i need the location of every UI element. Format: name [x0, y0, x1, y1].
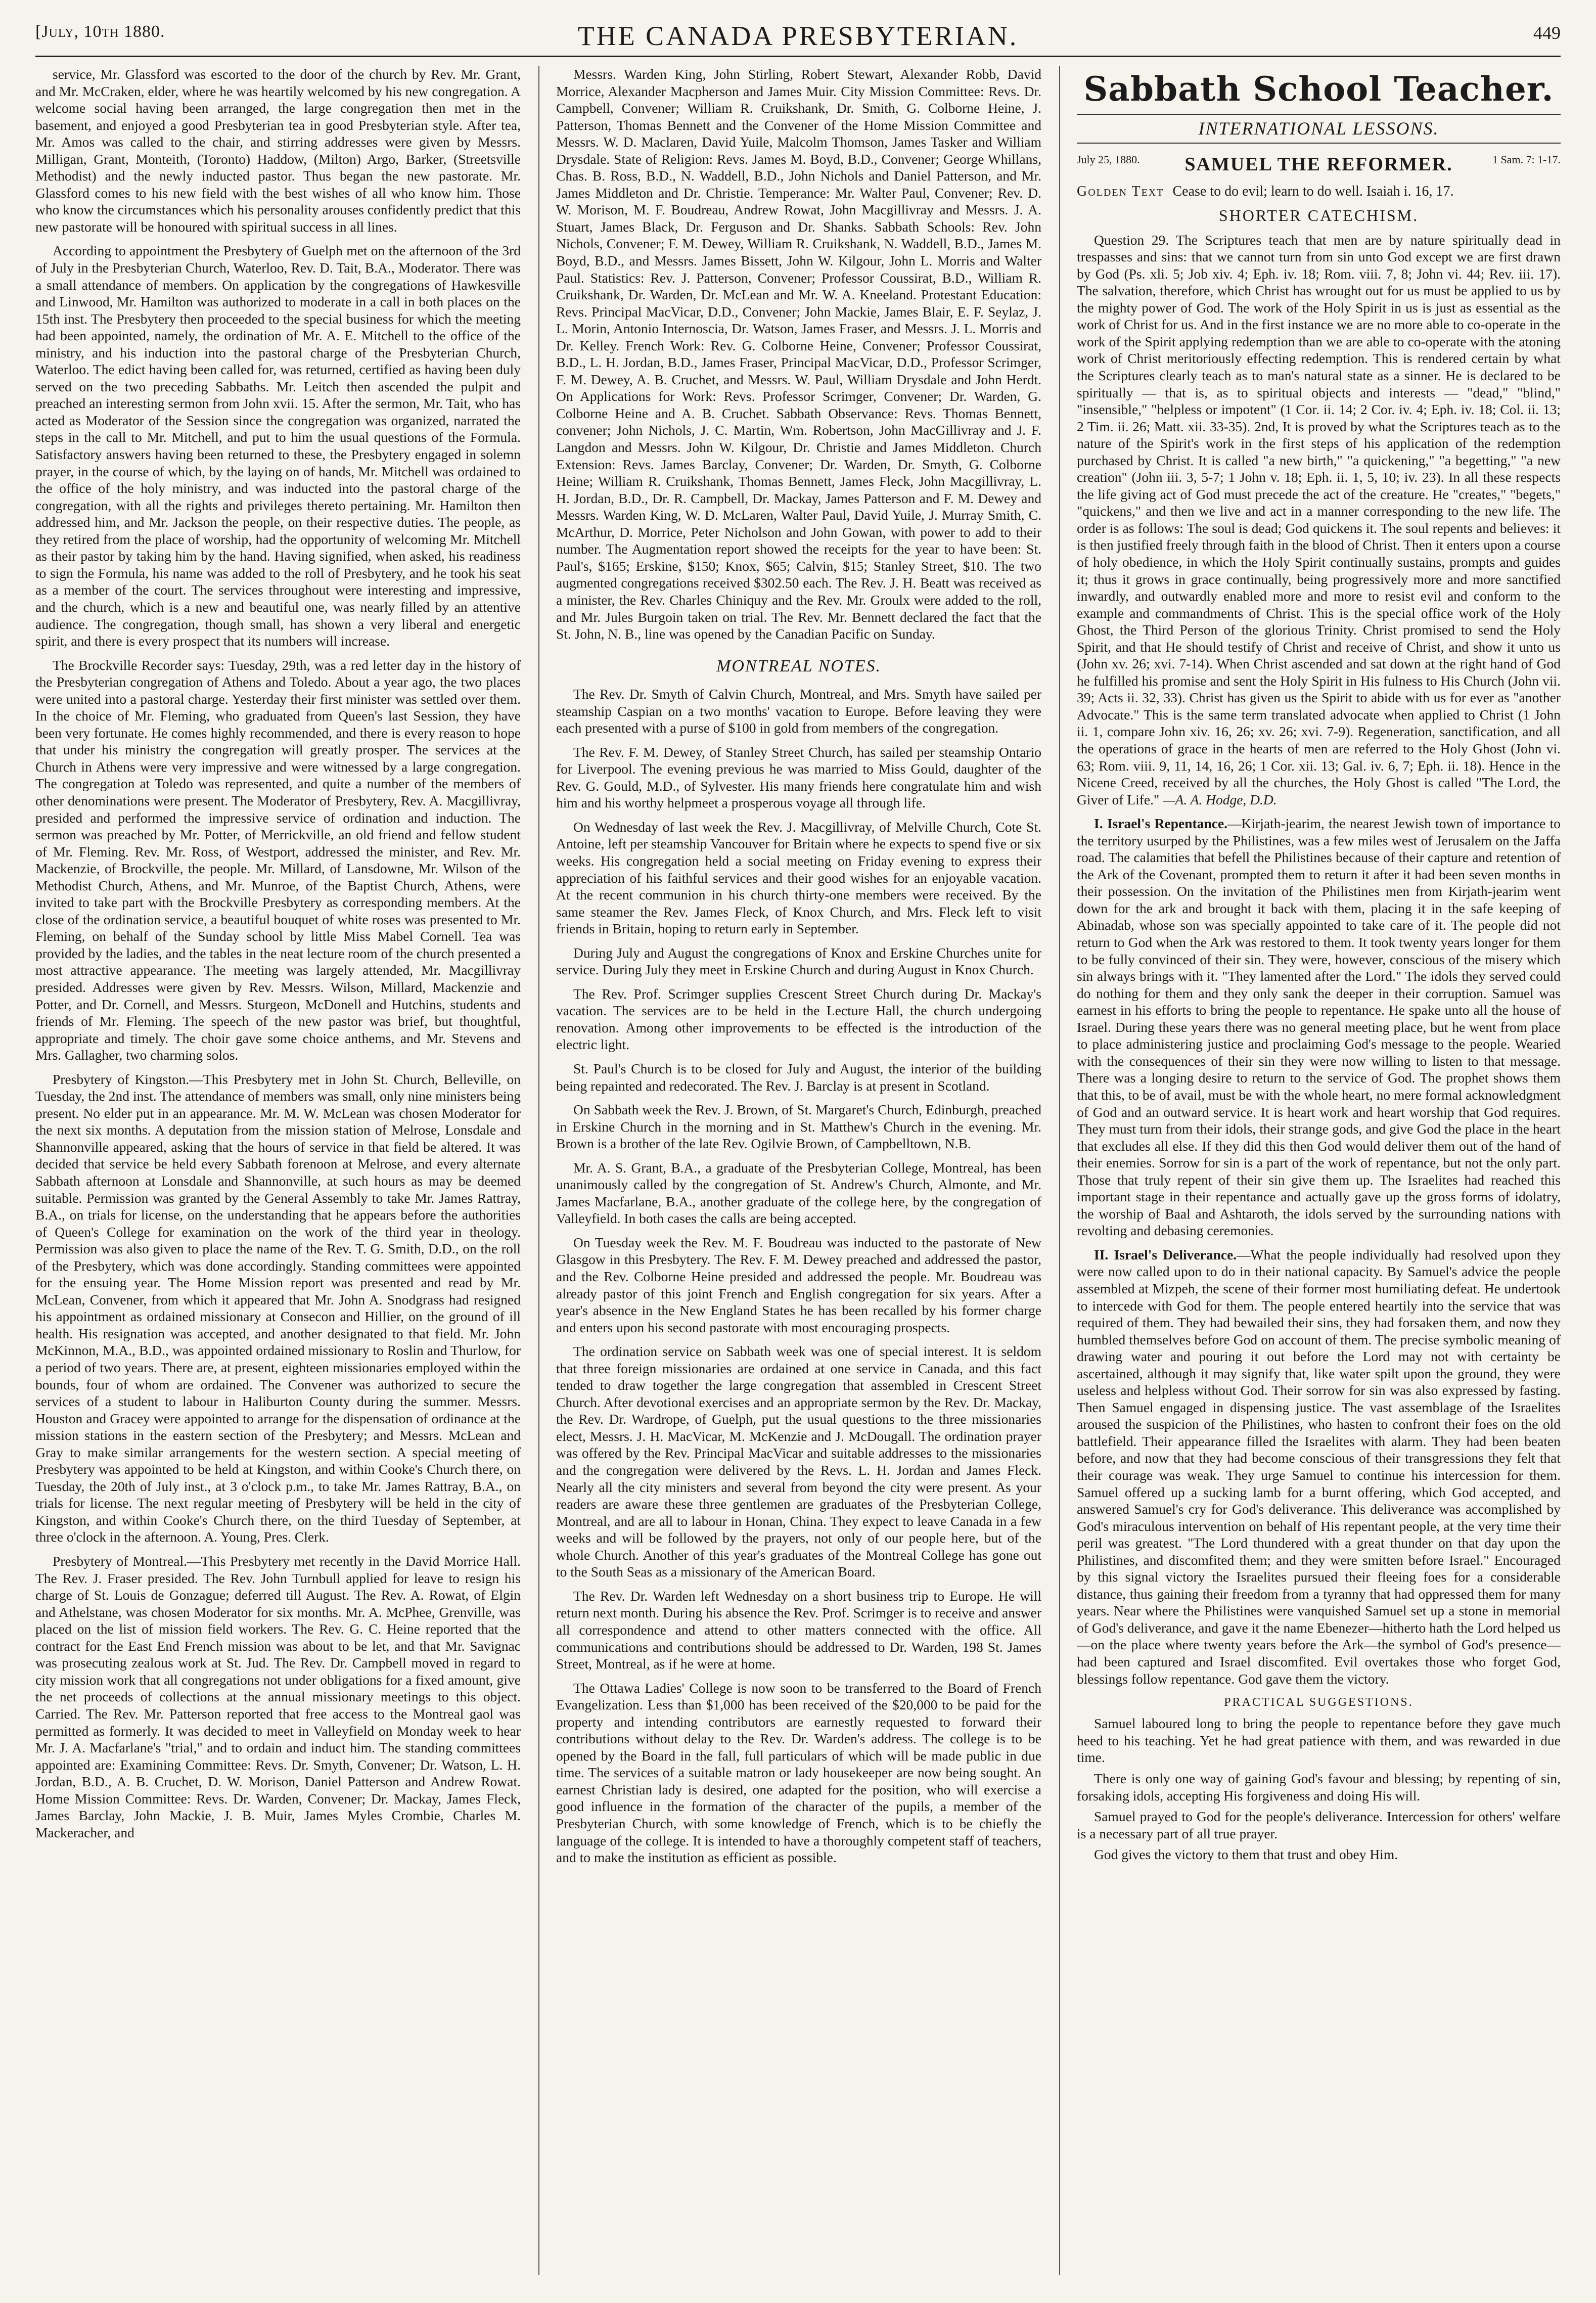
paragraph: On Wednesday of last week the Rev. J. Macgillivray, of Melville Church, Cote St. Antoine, left per steamship Vancouver for Britain where he expects to spend five or six weeks. His congregation held a social meeting on Friday evening to express their appreciation of his faithful services and their good wishes for an enjoyable vacation. At the recent communion in his church thirty-one members were received. By the same steamer the Rev. James Fleck, of Knox Church, and Mrs. Fleck left to visit friends in Britain, hoping to return early in September. — [556, 819, 1041, 937]
paragraph: service, Mr. Glassford was escorted to the door of the church by Rev. Mr. Grant, and Mr. McCraken, elder, where he was heartily welcomed by his new congregation. A welcome social having been arranged, the large congregation then met in the basement, and enjoyed a good Presbyterian tea in good Presbyterian style. After tea, Mr. Amos was called to the chair, and stirring addresses were given by Messrs. Milligan, Grant, Monteith, (Toronto) Haddow, (Milton) Argo, Barker, (Streetsville Methodist) and the newly inducted pastor. Thus began the new pastorate. Mr. Glassford comes to his new field with the best wishes of all who know him. Those who know the circumstances which his personality arouses confidently predict that this new pastorate will be honoured with spiritual success in all lines. — [35, 66, 521, 235]
newspaper-title: THE CANADA PRESBYTERIAN. — [577, 21, 1019, 51]
golden-text — [1077, 183, 1561, 200]
catechism-text — [1077, 232, 1561, 808]
catechism-body: Question 29. The Scriptures teach that men are by nature spiritually dead in trespasses and sins: that we cannot turn from sin unto God except we are first drawn by God (Ps. xli. 5; Job xiv. 4; Eph. iv. 18; Rom. viii. 7, 8; John vi. 44; Rev. iii. 17). The salvation, therefore, which Christ has wrought out for us must be applied to us by the mighty power of God. The work of the Holy Spirit in us is just as essential as the work of Christ for us. And in the first instance we are no more able to co-operate in the work of the Spirit applying redemption than we are able to co-operate with the atoning work of Christ meritoriously effecting redemption. This is rendered certain by what the Scriptures clearly teach as to man's natural state as a sinner. He is declared to be spiritually — that is, as to spiritual objects and interests — "dead," "blind," "insensible," "helpless or impotent" (1 Cor. ii. 14; 2 Cor. iv. 4; Eph. iv. 18; Col. ii. 13; 2 Tim. ii. 26; Matt. xii. 33-35). 2nd, It is proved by what the Scriptures teach as to the nature of the Spirit's work in the first steps of his application of the redemption purchased by Christ. It is called "a new birth," "a quickening," "a begetting," "a new creation" (John iii. 3, 5-7; 1 John v. 18; Eph. ii. 1, 5, 10; iv. 23). In all these respects the life giving act of God must precede the act of the creature. He "creates," "begets," "quickens," and then we live and act in a manner corresponding to the new life. The order is as follows: The soul is dead; God quickens it. The soul repents and believes: it is then justified freely through faith in the blood of Christ. Then it enters upon a course of holy obedience, in which the Holy Spirit continually sustains, prompts and guides it; thus it grows in grace continually, being progressively more and more sanctified inwardly, and outwardly enabled more and more to resist evil and conform to the example and commandments of Christ. This is the special office work of the Holy Ghost, the Third Person of the glorious Trinity. Christ promised to send the Holy Spirit, and that He should testify of Christ and receive of Christ, and show it unto us (John xv. 26; xvi. 7-14). When Christ ascended and sat down at the right hand of God he fulfilled his promise and sent the Holy Spirit in His fulness to His Church (John vii. 39; Acts ii. 32, 33). Christ has given us the Spirit to abide with us for ever as "another Advocate." This is the same term translated advocate when applied to Christ (1 John ii. 1, compare John xiv. 16, 26; xv. 26; xvi. 7-9). Regeneration, sanctification, and all the operations of grace in the hearts of men are referred to the Holy Ghost (John vi. 63; Rom. viii. 9, 11, 14, 16, 26; 1 Cor. xii. 13; Gal. iv. 6, 7; Eph. ii. 18). Hence in the Nicene Creed, received by all the churches, the Holy Ghost is called "The Lord, the Giver of Life." — [1077, 232, 1561, 807]
paragraph: The Rev. Prof. Scrimger supplies Crescent Street Church during Dr. Mackay's vacation. The services are to be held in the Lecture Hall, the church undergoing renovation. Among other improvements to be effected is the introduction of the electric light. — [556, 985, 1041, 1053]
paragraph: Mr. A. S. Grant, B.A., a graduate of the Presbyterian College, Montreal, has been unanimously called by the congregation of St. Andrew's Church, Almonte, and Mr. James Macfarlane, B.A., another graduate of the college here, by the congregation of Valleyfield. In both cases the calls are being accepted. — [556, 1159, 1041, 1227]
paragraph: Presbytery of Kingston.—This Presbytery met in John St. Church, Belleville, on Tuesday, the 2nd inst. The attendance of members was small, only nine ministers being present. No elder put in an appearance. Mr. M. W. McLean was chosen Moderator for the next six months. A deputation from the mission station of Melrose, Lonsdale and Shannonville appeared, asking that the hours of service in that field be altered. It was decided that service be held every Sabbath forenoon at Melrose, and every alternate Sabbath afternoon at Lonsdale and Shannonville, at such hours as may be deemed suitable. Permission was granted by the General Assembly to take Mr. James Rattray, B.A., on trials for license, on the understanding that he appears before the authorities of Queen's College for examination on the work of the third year in theology. Permission was also given to place the name of the Rev. T. G. Smith, D.D., on the roll of the Presbytery, which was done accordingly. Standing committees were appointed for the ensuing year. The Home Mission report was presented and read by Mr. McLean, Convener, from which it appeared that Mr. John A. Snodgrass had resigned his appointment as ordained missionary at Consecon and Hillier, on the ground of ill health. His resignation was accepted, and another designated to that field. Mr. John McKinnon, M.A., B.D., was appointed ordained missionary to Roslin and Thurlow, for a period of two years. There are, at present, eighteen missionaries employed within the bounds, four of whom are ordained. The Convener was authorized to secure the services of a student to labour in Haliburton County during the summer. Messrs. Houston and Gracey were appointed to arrange for the dispensation of ordinance at the mission stations in the eastern section of the Presbytery; and Messrs. McLean and Gray to make similar arrangements for the western section. A special meeting of Presbytery was appointed to be held at Kingston, and within Cooke's Church there, on Tuesday, the 20th of July inst., at 3 o'clock p.m., to take Mr. James Rattray, B.A., on trials for license. The next regular meeting of Presbytery will be held in the city of Kingston, and within Cooke's Church there, on the third Tuesday of September, at three o'clock in the afternoon. A. Young, Pres. Clerk. — [35, 1071, 521, 1545]
paragraph: According to appointment the Presbytery of Guelph met on the afternoon of the 3rd of July in the Presbyterian Church, Waterloo, Rev. D. Tait, B.A., Moderator. There was a small attendance of members. On application by the congregations of Hawkesville and Linwood, Mr. Hamilton was authorized to moderate in a call in both places on the 15th inst. The Presbytery then proceeded to the special business for which the meeting had been appointed, namely, the ordination of Mr. A. E. Mitchell to the office of the ministry, and his induction into the pastoral charge of the Presbyterian Church, Waterloo. The edict having been called for, was returned, certified as having been duly served on the two preceding Sabbaths. Mr. Leitch then ascended the pulpit and preached an interesting sermon from John xvii. 15. After the sermon, Mr. Tait, who has acted as Moderator of the Session since the congregation was organized, narrated the steps in the call to Mr. Mitchell, and put to him the usual questions of the Formula. Satisfactory answers having been returned to these, the Presbytery engaged in solemn prayer, in the course of which, by the laying on of hands, Mr. Mitchell was ordained to the office of the holy ministry, and was inducted into the pastoral charge of the congregation, with all the rights and privileges thereto pertaining. Mr. Hamilton then addressed him, and Mr. Jackson the people, on their respective duties. The people, as they retired from the place of worship, had the opportunity of welcoming Mr. Mitchell as their pastor by taking him by the hand. Having signified, when asked, his readiness to sign the Formula, his name was added to the roll of Presbytery, and he took his seat as a member of the court. The services throughout were interesting and impressive, and the church, which is a new and beautiful one, was nearly filled by an attentive audience. The congregation, though small, has shown a very liberal and energetic spirit, and there is every prospect that its numbers will increase. — [35, 243, 521, 649]
lesson-date: July 25, 1880. — [1077, 153, 1140, 166]
paragraph: The Rev. Dr. Smyth of Calvin Church, Montreal, and Mrs. Smyth have sailed per steamship Caspian on a two months' vacation to Europe. Before leaving they were each presented with a purse of $100 in gold from members of the congregation. — [556, 686, 1041, 736]
suggestion: God gives the victory to them that trust and obey Him. — [1094, 1846, 1398, 1863]
columns — [35, 66, 1561, 2275]
paragraph: On Tuesday week the Rev. M. F. Boudreau was inducted to the pastorate of New Glasgow in this Presbytery. The Rev. F. M. Dewey preached and addressed the pastor, and the Rev. Colborne Heine presided and addressed the people. Mr. Boudreau was already pastor of this joint French and English congregation for six years. After a year's absence in the New England States he has been recalled by his former charge and enters upon his second pastorate with most encouraging prospects. — [556, 1234, 1041, 1335]
lesson-reference: 1 Sam. 7: 1-17. — [1492, 153, 1561, 166]
paragraph: Presbytery of Montreal.—This Presbytery met recently in the David Morrice Hall. The Rev. J. Fraser presided. The Rev. John Turnbull applied for leave to resign his charge of St. Louis de Gonzague; deferred till August. The Rev. A. Rowat, of Elgin and Athelstane, was chosen Moderator for six months. Mr. A. McPhee, Grenville, was placed on the list of mission field workers. The Rev. G. C. Heine reported that the contract for the East End French mission was about to be let, and that Mr. Savignac was prosecuting zealous work at St. Jud. The Rev. Dr. Campbell moved in regard to city mission work that all congregations not under obligations for a fixed amount, give the net proceeds of collections at the annual missionary meetings to this object. Carried. The Rev. Mr. Patterson reported that free access to the Montreal gaol was permitted as formerly. It was decided to meet in Valleyfield on Monday week to hear Mr. J. A. Macfarlane's "trial," and to ordain and induct him. The standing committees appointed are: Examining Committee: Revs. Dr. Smyth, Convener; Dr. Watson, L. H. Jordan, B.D., A. B. Cruchet, D. W. Morison, Daniel Patterson and Andrew Rowat. Home Mission Committee: Revs. Dr. Warden, Convener; Dr. Mackay, James Fleck, James Barclay, John Mackie, J. B. Muir, James Myles Crombie, Charles M. Mackeracher, and — [35, 1553, 521, 1840]
column-1 — [35, 66, 521, 2275]
point-2-title: II. Israel's Deliverance. — [1094, 1246, 1237, 1262]
lesson-title: SAMUEL THE REFORMER. — [1184, 154, 1453, 175]
paragraph: During July and August the congregations of Knox and Erskine Churches unite for service. During July they meet in Erskine Church and during August in Knox Church. — [556, 944, 1041, 978]
practical-suggestions-heading: PRACTICAL SUGGESTIONS. — [1224, 1696, 1413, 1709]
point-1-title: I. Israel's Repentance. — [1094, 816, 1228, 832]
paragraph: The Rev. F. M. Dewey, of Stanley Street Church, has sailed per steamship Ontario for Liverpool. The evening previous he was married to Miss Gould, daughter of the Rev. G. Gould, M.D., of Sylvester. His many friends here congratulate him and wish him and his worthy helpmeet a prosperous voyage all through life. — [556, 744, 1041, 811]
point-1-text: —Kirjath-jearim, the nearest Jewish town of importance to the territory usurped by the Philistines, was a few miles west of Jerusalem on the Jaffa road. The calamities that befell the Philistines because of their capture and retention of the Ark of the Covenant, prompted them to return it after it had been seven months in their possession. On the invitation of the Philistines men from Kirjath-jearim went down for the ark and brought it back with them, placing it in the safe keeping of Abinadab, whose son was specially appointed to take care of it. The people did not return to God when the Ark was restored to them. It took twenty years longer for them to be fully convinced of their sin. They were, however, conscious of the misery which sin always brings with it. "They lamented after the Lord." The idols they served could do nothing for them and they only sank the deeper in their corruption. Samuel was earnest in his efforts to bring the people to repentance. He spake unto all the house of Israel. During these years there was no general meeting place, but he went from place to place administering justice and proclaiming God's message to the people. Wearied with the consequences of their sin they were now willing to listen to that message. There was a longing desire to return to the service of God. The prophet shows them that this, to be of avail, must be with the whole heart, no mere formal acknowledgment of God and an outward service. It is heart work and heart worship that God requires. They must turn from their idols, their strange gods, and give God the place in the heart that excludes all else. If they did this then God would deliver them out of the hand of their enemies. Sorrow for sin is a part of the work of repentance, but not the only part. Those that truly repent of their sin give them up. The Israelites had reached this important stage in their repentance and actually gave up the gross forms of idolatry, the worship of Baal and Ashtaroth, the idols served by the surrounding nations with revolting and debasing ceremonies. — [1077, 816, 1561, 1239]
lesson-point-2 — [1077, 1246, 1561, 1687]
paragraph: The Rev. Dr. Warden left Wednesday on a short business trip to Europe. He will return next month. During his absence the Rev. Prof. Scrimger is to receive and answer all correspondence and attend to other matters connected with the office. All communications and contributions should be addressed to Dr. Warden, 198 St. James Street, Montreal, as if he were at home. — [556, 1588, 1041, 1672]
lesson-point-1 — [1077, 815, 1561, 1239]
section-title: Sabbath School Teacher. — [1083, 69, 1554, 109]
suggestion: Samuel prayed to God for the people's deliverance. Intercession for others' welfare is a necessary part of all true prayer. — [1077, 1809, 1561, 1841]
paragraph: Messrs. Warden King, John Stirling, Robert Stewart, Alexander Robb, David Morrice, Alexander Macpherson and James Muir. City Mission Committee: Revs. Dr. Campbell, Convener; William R. Cruikshank, Dr. Smith, G. Colborne Heine, J. Patterson, Thomas Bennett and the Convener of the Home Mission Committee and Messrs. W. D. Maclaren, David Yuile, Malcolm Thomson, James Tasker and William Drysdale. State of Religion: Revs. James M. Boyd, B.D., Convener; George Whillans, Chas. B. Ross, B.D., N. Waddell, B.D., John Nichols and Daniel Patterson, and Mr. James Middleton and Dr. Christie. Temperance: Mr. Walter Paul, Convener; Rev. D. W. Morison, M. F. Boudreau, Andrew Rowat, John Macgillivray and Messrs. J. A. Stuart, James Black, Dr. Ferguson and Dr. Shanks. Sabbath Schools: Rev. John Nichols, Convener; F. M. Dewey, William R. Cruikshank, N. Waddell, B.D., James M. Boyd, B.D., and Messrs. James Bissett, John W. Kilgour, John L. Morris and Walter Paul. Statistics: Rev. J. Patterson, Convener; Professor Coussirat, B.D., William R. Cruikshank, Dr. Warden, Dr. McLean and Mr. W. A. Kneeland. Protestant Education: Revs. Principal MacVicar, D.D., Convener; John Mackie, James Blair, E. F. Seylaz, J. L. Morin, Antonio Internoscia, Dr. Watson, James Fraser, and Messrs. J. L. Morris and Dr. Kelley. French Work: Rev. G. Colborne Heine, Convener; Professor Coussirat, B.D., L. H. Jordan, B.D., James Fraser, Principal MacVicar, D.D., Professor Scrimger, F. M. Dewey, A. B. Cruchet, and Messrs. W. Paul, William Drysdale and John Herdt. On Applications for Work: Revs. Professor Scrimger, Convener; Dr. Warden, G. Colborne Heine and A. B. Cruchet. Sabbath Observance: Revs. Thomas Bennett, convener; John Nichols, J. C. Martin, Wm. Robertson, John MacGillivray and J. F. Langdon and Messrs. John W. Kilgour, Dr. Christie and James Middleton. Church Extension: Revs. James Barclay, Convener; Dr. Warden, Dr. Smyth, G. Colborne Heine; William R. Cruikshank, Thomas Bennett, James Fleck, John Macgillivray, L. H. Jordan, B.D., Dr. R. Campbell, Dr. Mackay, James Patterson and F. M. Dewey and Messrs. Warden King, W. D. McLaren, Walter Paul, David Yuile, J. Murray Smith, C. McArthur, D. Morrice, Peter Nicholson and John Gowan, with power to add to their number. The Augmentation report showed the receipts for the year to have been: St. Paul's, $165; Erskine, $150; Knox, $65; Calvin, $15; Stanley Street, $10. The two augmented congregations received $302.50 each. The Rev. J. H. Beatt was received as a minister, the Rev. Charles Chiniquy and the Rev. Mr. Groulx were added to the roll, and Mr. Jules Burgoin taken on trial. The Rev. Mr. Bennett declared the fact that the St. John, N. B., line was opened by the Canadian Pacific on Sunday. — [556, 66, 1041, 642]
paragraph: The Ottawa Ladies' College is now soon to be transferred to the Board of French Evangelization. Less than $1,000 has been received of the $20,000 to be paid for the property and intending contributors are earnestly requested to forward their contributions without delay to the Rev. Dr. Warden's address. The college is to be opened by the Board in the fall, full particulars of which will be made public in due time. The services of a suitable matron or lady housekeeper are now being sought. An earnest Christian lady is desired, one adapted for the position, who will exercise a good influence in the formation of the character of the pupils, a member of the Presbyterian Church, with some knowledge of French, which is to be chiefly the language of the college. It is intended to have a thoroughly competent staff of teachers, and to make the institution as efficient as possible. — [556, 1680, 1041, 1866]
section-subtitle: INTERNATIONAL LESSONS. — [1077, 114, 1561, 144]
montreal-notes-heading: MONTREAL NOTES. — [716, 656, 881, 675]
catechism-heading: SHORTER CATECHISM. — [1218, 206, 1419, 224]
issue-date: [July, 10th 1880. — [35, 22, 165, 41]
column-3 — [1077, 66, 1561, 2275]
point-2-text: —What the people individually had resolved upon they were now called upon to do in their national capacity. By Samuel's advice the people assembled at Mizpeh, the scene of their former most humiliating defeat. He undertook to intercede with God for them. The people entered heartily into the service that was required of them. They had bewailed their sins, they had forsaken them, and now they humbled themselves before God on account of them. The precise symbolic meaning of drawing water and pouring it out before the Lord may not with certainty be ascertained, although it may signify that, like water spilt upon the ground, they were useless and helpless without God. Their sorrow for sin was also expressed by fasting. Then Samuel engaged in dispensing justice. The vast assemblage of the Israelites aroused the suspicion of the Philistines, who hasten to confront their foes on the old battlefield. Their appearance filled the Israelites with alarm. They had been beaten before, and now that they had become conscious of their transgressions they felt that their courage was weak. They urge Samuel to continue his intercession for them. Samuel offered up a sucking lamb for a burnt offering, which God accepted, and answered Samuel's cry for God's deliverance. This deliverance was accomplished by God's miraculous intervention on behalf of His repentant people, at the very time their peril was greatest. "The Lord thundered with a great thunder on that day upon the Philistines, and discomfited them; and they were smitten before Israel." Encouraged by this signal victory the Israelites pursued their fleeing foes for a considerable distance, thus gaining their freedom from a tyranny that had oppressed them for many years. Near where the Philistines were vanquished Samuel set up a stone in memorial of God's deliverance, and gave it the name Ebenezer—hitherto hath the Lord helped us—on the place where twenty years before the Ark—the symbol of God's presence—had been captured and Israel discomfited. Evil overtakes those who forget God, blessings follow repentance. God gave them the victory. — [1077, 1246, 1561, 1687]
page-number: 449 — [1533, 23, 1561, 43]
masthead — [35, 20, 1561, 57]
golden-text-label: Golden Text — [1077, 184, 1164, 200]
paragraph: The ordination service on Sabbath week was one of special interest. It is seldom that three foreign missionaries are ordained at one service in Canada, and this fact tended to draw together the large congregation that assembled in Crescent Street Church. After devotional exercises and an appropriate sermon by the Rev. Dr. Mackay, the Rev. Dr. Wardrope, of Guelph, put the usual questions to the three missionaries elect, Messrs. J. H. MacVicar, M. McKenzie and J. McDougall. The ordination prayer was offered by the Rev. Principal MacVicar and suitable addresses to the missionaries and the congregation were delivered by the Revs. L. H. Jordan and James Fleck. Nearly all the city ministers and several from beyond the city were present. As your readers are aware these three gentlemen are graduates of the Presbyterian College, Montreal, and are all to labour in Honan, China. They expect to leave Canada in a few weeks and will be followed by the prayers, not only of our people here, but of the whole Church. Another of this year's graduates of the Montreal College has gone out to the South Seas as a missionary of the American Board. — [556, 1343, 1041, 1580]
suggestion: There is only one way of gaining God's favour and blessing; by repenting of sin, forsaking idols, accepting His forgiveness and doing His will. — [1077, 1771, 1561, 1803]
paragraph: St. Paul's Church is to be closed for July and August, the interior of the building being repainted and redecorated. The Rev. J. Barclay is at present in Scotland. — [556, 1061, 1041, 1094]
paragraph: The Brockville Recorder says: Tuesday, 29th, was a red letter day in the history of the Presbyterian congregation of Athens and Toledo. About a year ago, the two places were united into a pastoral charge. Yesterday their first minister was settled over them. In the choice of Mr. Fleming, who graduated from Queen's last Session, they have been very fortunate. He comes highly recommended, and there is every reason to hope that under his ministry the congregation will greatly prosper. The services at the Church in Athens were very impressive and were witnessed by a large congregation. The congregation at Toledo was represented, and quite a number of the members of other denominations were present. The Moderator of Presbytery, Rev. A. Macgillivray, presided and performed the impressive service of ordination and induction. The sermon was preached by Mr. Potter, of Merrickville, an old friend and fellow student of Mr. Fleming. Rev. Mr. Ross, of Westport, addressed the minister, and Rev. Mr. Mackenzie, of Brockville, the people. Mr. Millard, of Lansdowne, Mr. Wilson of the Methodist Church, Athens, and Mr. Munroe, of the Baptist Church, Athens, were invited to take part with the Brockville Presbytery as corresponding members. At the close of the ordination service, a beautiful bouquet of white roses was presented to Mr. Fleming, on behalf of the Sunday school by little Miss Mabel Cornell. Tea was provided by the ladies, and the tables in the neat lecture room of the church presented a most attractive appearance. The meeting was largely attended, Mr. Macgillivray presided. Addresses were given by Rev. Messrs. Wilson, Millard, Mackenzie and Potter, and Dr. Cornell, and Messrs. Sturgeon, McDonell and Hutchins, students and friends of Mr. Fleming. The speech of the new pastor was brief, but thoughtful, appropriate and timely. The choir gave some choice anthems, and Mr. Stevens and Mrs. Gallagher, two charming solos. — [35, 657, 521, 1063]
paragraph: On Sabbath week the Rev. J. Brown, of St. Margaret's Church, Edinburgh, preached in Erskine Church in the morning and in St. Matthew's Church in the evening. Mr. Brown is a brother of the late Rev. Ogilvie Brown, of Campbelltown, N.B. — [556, 1102, 1041, 1152]
suggestion: Samuel laboured long to bring the people to repentance before they gave much heed to his teaching. Yet he had great patience with them, and was rewarded in due time. — [1077, 1715, 1561, 1766]
column-2 — [556, 66, 1041, 2275]
catechism-signature: —A. A. Hodge, D.D. — [1163, 791, 1277, 807]
practical-suggestions — [1077, 1715, 1561, 1863]
golden-text-body: Cease to do evil; learn to do well. Isaiah i. 16, 17. — [1172, 184, 1454, 200]
lesson-header — [1077, 153, 1561, 179]
